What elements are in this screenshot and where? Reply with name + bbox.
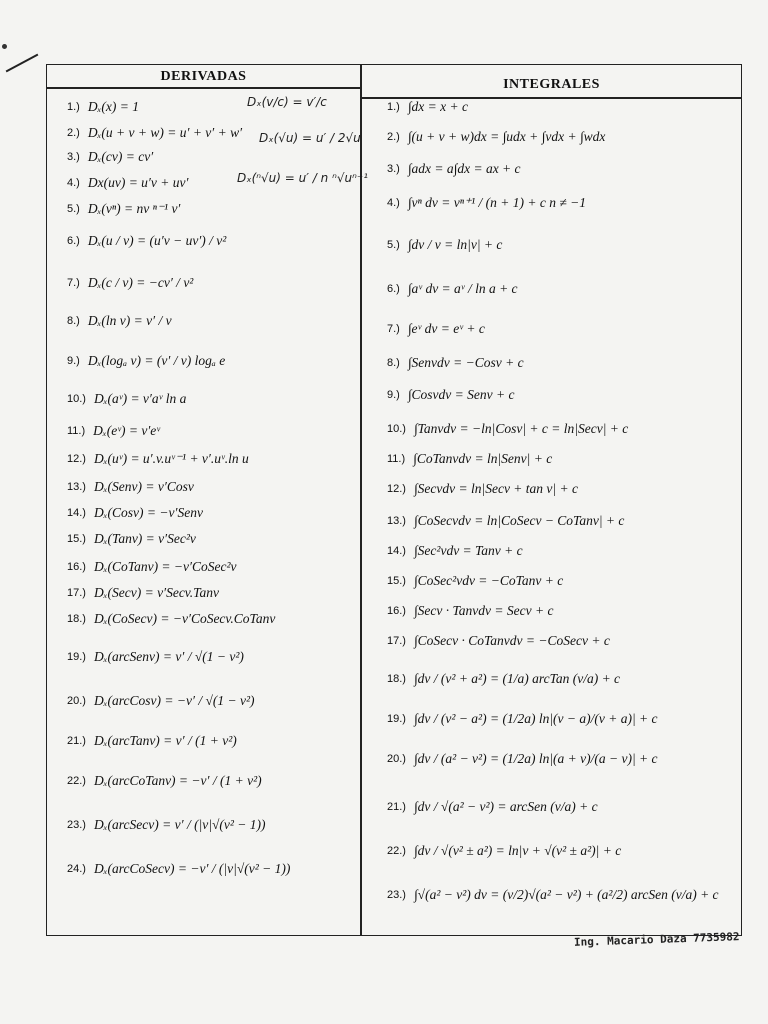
derivadas-formula-expression: Dx(uv) = u′v + uv′: [87, 175, 189, 190]
integrales-formula-row: [387, 751, 658, 767]
integrales-formula-row: [387, 195, 586, 211]
derivadas-formula-expression: Dₓ(Secv) = v′Secv.Tanv: [93, 585, 219, 600]
integrales-formula-row: [387, 387, 514, 403]
integrales-formula-row: [387, 321, 485, 337]
integrales-formula-number: 7.): [387, 323, 400, 335]
derivadas-formula-number: 24.): [67, 863, 86, 875]
derivadas-formula-row: [67, 149, 153, 165]
derivadas-formula-row: [67, 559, 237, 575]
derivadas-formula-expression: Dₓ(uᵛ) = u′.v.uᵛ⁻¹ + v′.uᵛ.ln u: [93, 451, 249, 466]
derivadas-formula-number: 14.): [67, 507, 86, 519]
integrales-formula-expression: ∫√(a² − v²) dv = (v/2)√(a² − v²) + (a²/2) arcSen (v/a) + c: [413, 887, 719, 902]
integrales-formula-number: 14.): [387, 545, 406, 557]
integrales-formula-number: 4.): [387, 197, 400, 209]
derivadas-formula-expression: Dₓ(Senv) = v′Cosv: [93, 479, 194, 494]
integrales-formula-number: 5.): [387, 239, 400, 251]
integrales-formula-expression: ∫dv / v = ln|v| + c: [407, 237, 503, 252]
derivadas-formula-row: [67, 773, 262, 789]
derivadas-formula-expression: Dₓ(arcCoTanv) = −v′ / (1 + v²): [93, 773, 262, 788]
integrales-formula-expression: ∫adx = a∫dx = ax + c: [407, 161, 521, 176]
derivadas-formula-row: [67, 531, 196, 547]
integrales-formula-row: [387, 843, 621, 859]
integrales-formula-row: [387, 355, 524, 371]
integrales-formula-number: 9.): [387, 389, 400, 401]
derivadas-formula-row: [67, 649, 244, 665]
derivadas-formula-number: 13.): [67, 481, 86, 493]
integrales-formula-expression: ∫Secvdv = ln|Secv + tan v| + c: [413, 481, 578, 496]
integrales-formula-number: 11.): [387, 453, 406, 465]
integrales-formula-row: [387, 513, 624, 529]
derivadas-formula-number: 8.): [67, 315, 80, 327]
integrales-formula-number: 10.): [387, 423, 406, 435]
integrales-formula-row: [387, 711, 658, 727]
integrales-formula-number: 23.): [387, 889, 406, 901]
derivadas-formula-row: [67, 693, 255, 709]
derivadas-formula-expression: Dₓ(x) = 1: [87, 99, 140, 114]
derivadas-header-rule: [47, 87, 360, 89]
integrales-formula-row: [387, 799, 598, 815]
derivadas-formula-expression: Dₓ(u + v + w) = u′ + v′ + w′: [87, 125, 243, 140]
derivadas-formula-row: [67, 125, 242, 141]
integrales-formula-expression: ∫CoSecvdv = ln|CoSecv − CoTanv| + c: [413, 513, 625, 528]
derivadas-formula-number: 7.): [67, 277, 80, 289]
integrales-formula-expression: ∫aᵛ dv = aᵛ / ln a + c: [407, 281, 518, 296]
derivadas-formula-row: [67, 505, 203, 521]
integrales-formula-row: [387, 129, 605, 145]
integrales-formula-row: [387, 99, 468, 115]
derivadas-formula-expression: Dₓ(cv) = cv′: [87, 149, 154, 164]
scan-speck: [2, 44, 7, 49]
integrales-formula-number: 17.): [387, 635, 406, 647]
derivadas-formula-row: [67, 353, 225, 369]
integrales-formula-number: 12.): [387, 483, 406, 495]
integrales-formula-expression: ∫CoSecv · CoTanvdv = −CoSecv + c: [413, 633, 610, 648]
integrales-formula-number: 2.): [387, 131, 400, 143]
integrales-formula-number: 19.): [387, 713, 406, 725]
derivadas-formula-expression: Dₓ(CoSecv) = −v′CoSecv.CoTanv: [93, 611, 276, 626]
derivadas-formula-expression: Dₓ(arcSecv) = v′ / (|v|√(v² − 1)): [93, 817, 266, 832]
integrales-formula-expression: ∫Cosvdv = Senv + c: [407, 387, 515, 402]
derivadas-formula-number: 9.): [67, 355, 80, 367]
integrales-formula-expression: ∫CoSec²vdv = −CoTanv + c: [413, 573, 564, 588]
integrales-formula-number: 18.): [387, 673, 406, 685]
integrales-formula-row: [387, 281, 518, 297]
integrales-formula-row: [387, 603, 553, 619]
derivadas-formula-row: [67, 313, 172, 329]
derivadas-formula-number: 1.): [67, 101, 80, 113]
derivadas-formula-number: 11.): [67, 425, 86, 437]
derivadas-formula-row: [67, 201, 180, 217]
integrales-formula-expression: ∫Secv · Tanvdv = Secv + c: [413, 603, 554, 618]
integrales-formula-row: [387, 573, 563, 589]
derivadas-formula-expression: Dₓ(vⁿ) = nv ⁿ⁻¹ v′: [87, 201, 181, 216]
derivadas-formula-number: 16.): [67, 561, 86, 573]
handwritten-note: Dₓ(v/c) = v′/c: [247, 95, 327, 109]
derivadas-formula-number: 20.): [67, 695, 86, 707]
derivadas-formula-expression: Dₓ(Cosv) = −v′Senv: [93, 505, 203, 520]
pen-mark: [6, 54, 39, 73]
derivadas-formula-row: [67, 275, 193, 291]
integrales-formula-number: 22.): [387, 845, 406, 857]
derivadas-formula-row: [67, 99, 139, 115]
derivadas-formula-expression: Dₓ(eᵛ) = v′eᵛ: [93, 423, 161, 438]
derivadas-formula-row: [67, 585, 219, 601]
derivadas-formula-row: [67, 451, 249, 467]
author-signature: Ing. Macario Daza 7735982: [573, 930, 740, 949]
integrales-formula-row: [387, 671, 620, 687]
integrales-formula-number: 8.): [387, 357, 400, 369]
integrales-formula-row: [387, 543, 523, 559]
derivadas-formula-row: [67, 611, 275, 627]
integrales-formula-number: 15.): [387, 575, 406, 587]
derivadas-formula-expression: Dₓ(arcTanv) = v′ / (1 + v²): [93, 733, 237, 748]
derivadas-formula-row: [67, 479, 194, 495]
derivadas-formula-row: [67, 233, 226, 249]
integrales-formula-expression: ∫dv / (v² − a²) = (1/2a) ln|(v − a)/(v + a)| + c: [413, 711, 658, 726]
integrales-formula-row: [387, 887, 719, 903]
derivadas-formula-expression: Dₓ(aᵛ) = v′aᵛ ln a: [93, 391, 187, 406]
derivadas-header: DERIVADAS: [160, 69, 247, 84]
derivadas-formula-expression: Dₓ(logₐ v) = (v′ / v) logₐ e: [87, 353, 226, 368]
integrales-formula-expression: ∫vⁿ dv = vⁿ⁺¹ / (n + 1) + c n ≠ −1: [407, 195, 587, 210]
derivadas-formula-number: 5.): [67, 203, 80, 215]
derivadas-formula-number: 18.): [67, 613, 86, 625]
integrales-formula-row: [387, 451, 552, 467]
integrales-formula-expression: ∫Sec²vdv = Tanv + c: [413, 543, 523, 558]
integrales-formula-expression: ∫dv / √(v² ± a²) = ln|v + √(v² ± a²)| + c: [413, 843, 622, 858]
derivadas-formula-row: [67, 423, 160, 439]
derivadas-formula-expression: Dₓ(u / v) = (u′v − uv′) / v²: [87, 233, 227, 248]
integrales-formula-number: 21.): [387, 801, 406, 813]
integrales-header: INTEGRALES: [503, 77, 600, 92]
integrales-formula-expression: ∫Tanvdv = −ln|Cosv| + c = ln|Secv| + c: [413, 421, 629, 436]
integrales-formula-expression: ∫eᵛ dv = eᵛ + c: [407, 321, 485, 336]
derivadas-formula-expression: Dₓ(c / v) = −cv′ / v²: [87, 275, 194, 290]
derivadas-formula-number: 2.): [67, 127, 80, 139]
integrales-formula-row: [387, 481, 578, 497]
integrales-formula-expression: ∫dv / √(a² − v²) = arcSen (v/a) + c: [413, 799, 598, 814]
derivadas-formula-number: 4.): [67, 177, 80, 189]
integrales-formula-row: [387, 161, 521, 177]
integrales-formula-expression: ∫(u + v + w)dx = ∫udx + ∫vdx + ∫wdx: [407, 129, 606, 144]
derivadas-formula-row: [67, 861, 290, 877]
integrales-formula-number: 16.): [387, 605, 406, 617]
column-divider: [360, 65, 362, 935]
integrales-formula-number: 13.): [387, 515, 406, 527]
derivadas-formula-number: 6.): [67, 235, 80, 247]
integrales-formula-expression: ∫CoTanvdv = ln|Senv| + c: [413, 451, 553, 466]
formula-sheet: [46, 64, 742, 936]
derivadas-formula-number: 23.): [67, 819, 86, 831]
derivadas-formula-number: 17.): [67, 587, 86, 599]
integrales-formula-expression: ∫Senvdv = −Cosv + c: [407, 355, 524, 370]
derivadas-formula-expression: Dₓ(arcCosv) = −v′ / √(1 − v²): [93, 693, 255, 708]
derivadas-formula-row: [67, 733, 237, 749]
derivadas-formula-number: 3.): [67, 151, 80, 163]
integrales-formula-number: 1.): [387, 101, 400, 113]
integrales-formula-number: 3.): [387, 163, 400, 175]
derivadas-formula-expression: Dₓ(CoTanv) = −v′CoSec²v: [93, 559, 237, 574]
derivadas-formula-expression: Dₓ(arcSenv) = v′ / √(1 − v²): [93, 649, 244, 664]
handwritten-note: Dₓ(√u) = u′ / 2√u: [259, 131, 361, 145]
integrales-formula-expression: ∫dv / (a² − v²) = (1/2a) ln|(a + v)/(a − v)| + c: [413, 751, 658, 766]
derivadas-formula-number: 21.): [67, 735, 86, 747]
derivadas-formula-number: 19.): [67, 651, 86, 663]
derivadas-formula-number: 12.): [67, 453, 86, 465]
derivadas-formula-number: 22.): [67, 775, 86, 787]
derivadas-formula-row: [67, 175, 188, 191]
integrales-formula-number: 20.): [387, 753, 406, 765]
derivadas-formula-row: [67, 391, 186, 407]
derivadas-formula-number: 15.): [67, 533, 86, 545]
integrales-formula-row: [387, 421, 628, 437]
integrales-formula-row: [387, 633, 610, 649]
derivadas-formula-expression: Dₓ(Tanv) = v′Sec²v: [93, 531, 196, 546]
integrales-formula-number: 6.): [387, 283, 400, 295]
handwritten-note: Dₓ(ⁿ√u) = u′ / n ⁿ√uⁿ⁻¹: [237, 171, 369, 185]
integrales-formula-row: [387, 237, 502, 253]
derivadas-formula-row: [67, 817, 266, 833]
derivadas-formula-number: 10.): [67, 393, 86, 405]
derivadas-formula-expression: Dₓ(arcCoSecv) = −v′ / (|v|√(v² − 1)): [93, 861, 291, 876]
integrales-formula-expression: ∫dx = x + c: [407, 99, 468, 114]
integrales-formula-expression: ∫dv / (v² + a²) = (1/a) arcTan (v/a) + c: [413, 671, 621, 686]
derivadas-formula-expression: Dₓ(ln v) = v′ / v: [87, 313, 172, 328]
